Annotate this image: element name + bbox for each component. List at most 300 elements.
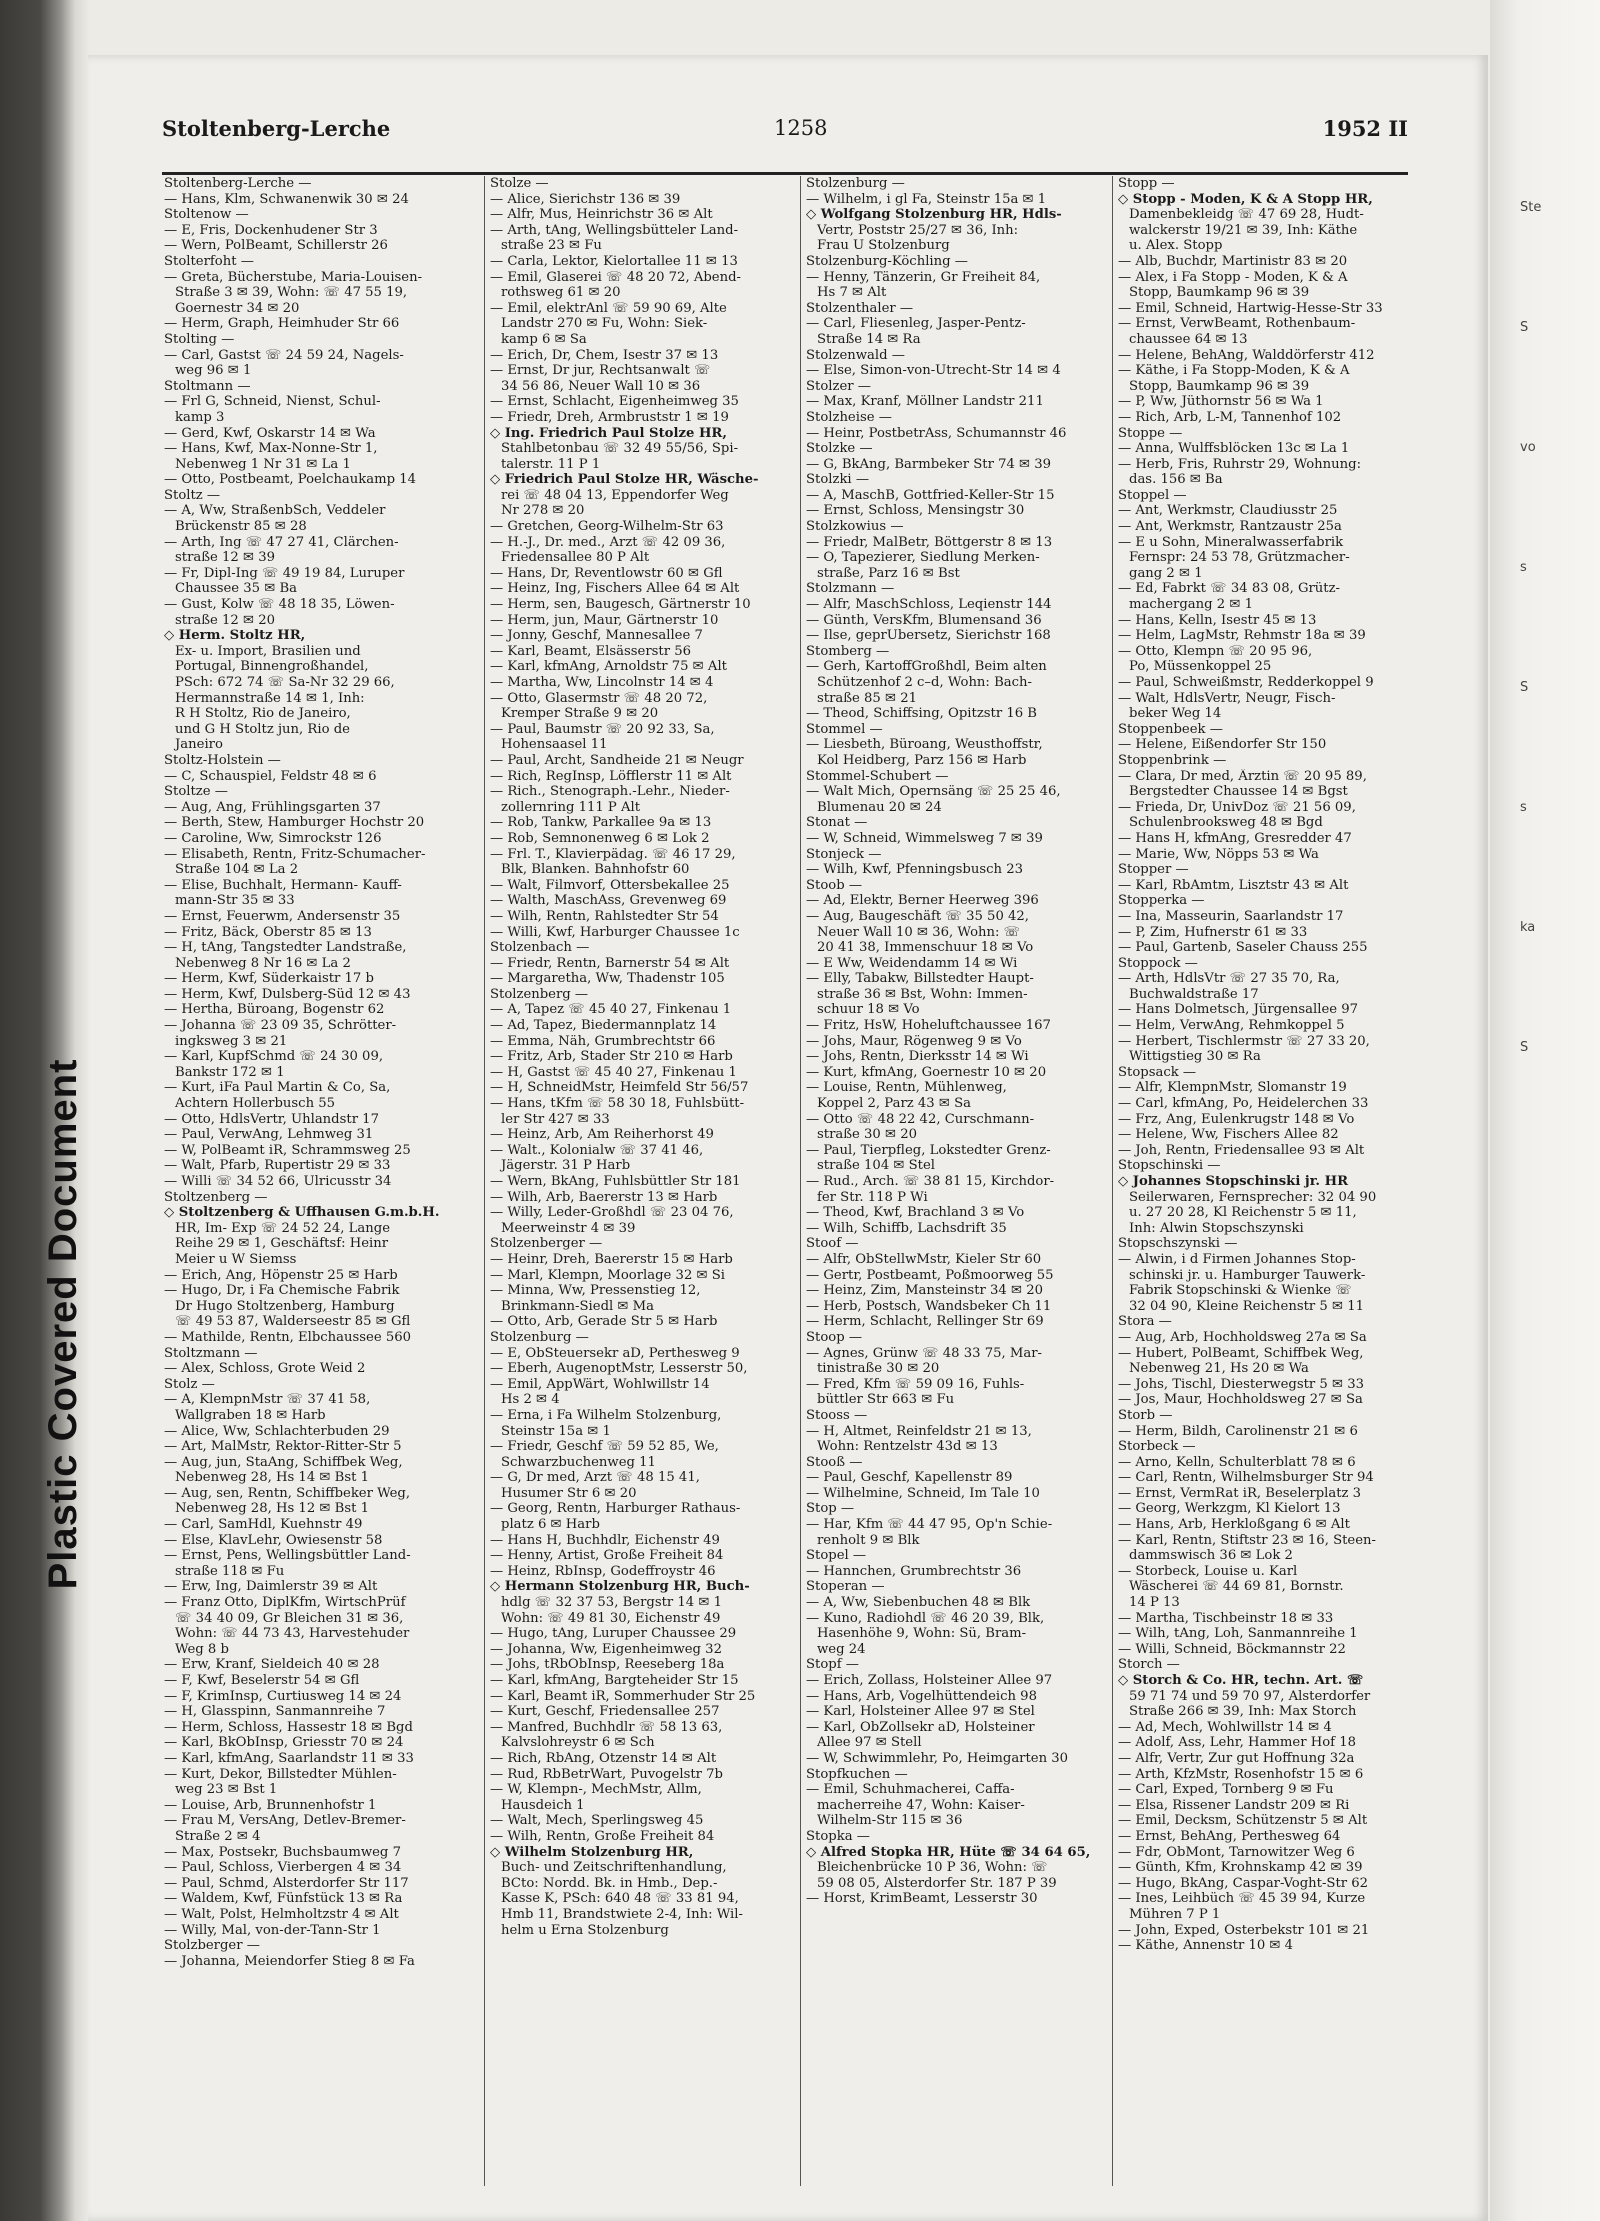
directory-entry-line: Buch- und Zeitschriftenhandlung, xyxy=(501,1860,727,1876)
directory-entry-line: — Louise, Arb, Brunnenhofstr 1 xyxy=(164,1797,377,1813)
directory-entry-line: — Alfr, ObStellwMstr, Kieler Str 60 xyxy=(806,1251,1042,1267)
directory-entry-line: — Herm, Graph, Heimhuder Str 66 xyxy=(164,316,400,332)
directory-entry-line: — Storbeck, Louise u. Karl xyxy=(1118,1563,1298,1579)
directory-entry-line: Chaussee 35 ✉ Ba xyxy=(175,581,298,597)
surname-heading: Stopka — xyxy=(806,1828,870,1844)
directory-entry-line: — Liesbeth, Büroang, Weusthoffstr, xyxy=(806,737,1043,753)
surname-heading: Stoof — xyxy=(806,1236,859,1252)
surname-heading: Stoppel — xyxy=(1118,487,1187,503)
directory-entry-line: — Karl, Holsteiner Allee 97 ✉ Stel xyxy=(806,1704,1035,1720)
header-running-title: Stoltenberg-Lerche xyxy=(162,116,391,141)
directory-entry-line: — Ines, Leihbüch ☏ 45 39 94, Kurze xyxy=(1118,1891,1366,1907)
directory-entry-line: — Berth, Stew, Hamburger Hochstr 20 xyxy=(164,815,425,831)
directory-entry-line: — Hans H, kfmAng, Gresredder 47 xyxy=(1118,830,1352,846)
directory-entry-line: Blumenau 20 ✉ 24 xyxy=(817,799,942,815)
directory-entry-line: — Elly, Tabakw, Billstedter Haupt- xyxy=(806,971,1034,987)
directory-entry-line: Stopp, Baumkamp 96 ✉ 39 xyxy=(1129,378,1310,394)
directory-entry-line: — Otto, HdlsVertr, Uhlandstr 17 xyxy=(164,1111,379,1127)
directory-entry-line: Damenbekleidg ☏ 47 69 28, Hudt- xyxy=(1129,207,1364,223)
directory-entry-line: — Willi, Schneid, Böckmannstr 22 xyxy=(1118,1641,1346,1657)
directory-entry-line: Buchwaldstraße 17 xyxy=(1129,986,1259,1002)
surname-heading: Stolzkowius — xyxy=(806,519,904,535)
edge-fragment: S xyxy=(1520,1040,1529,1055)
directory-entry-line: — Willy, Leder-Großhdl ☏ 23 04 76, xyxy=(490,1205,734,1221)
directory-entry-line: — Heinz, Arb, Am Reiherhorst 49 xyxy=(490,1127,714,1143)
directory-entry-line: — Günth, VersKfm, Blumensand 36 xyxy=(806,612,1042,628)
column-divider xyxy=(800,176,801,2186)
directory-entry-line: — Fdr, ObMont, Tarnowitzer Weg 6 xyxy=(1118,1844,1355,1860)
directory-entry-line: — Paul, Geschf, Kapellenstr 89 xyxy=(806,1470,1013,1486)
directory-entry-line: — Walt, HdlsVertr, Neugr, Fisch- xyxy=(1118,690,1336,706)
surname-heading: Stopf — xyxy=(806,1657,859,1673)
directory-entry-line: — Hans, Kwf, Max-Nonne-Str 1, xyxy=(164,441,378,457)
directory-entry-line: kamp 3 xyxy=(175,409,225,425)
directory-entry-line: helm u Erna Stolzenburg xyxy=(501,1922,669,1938)
directory-entry-line: straße 23 ✉ Fu xyxy=(501,238,602,254)
directory-entry-line: — Hans, Arb, Vogelhüttendeich 98 xyxy=(806,1688,1037,1704)
directory-entry-line: — Walt, Pfarb, Rupertistr 29 ✉ 33 xyxy=(164,1158,391,1174)
directory-entry-line: Wittigstieg 30 ✉ Ra xyxy=(1129,1049,1261,1065)
directory-entry-line: — F, KrimInsp, Curtiusweg 14 ✉ 24 xyxy=(164,1688,402,1704)
directory-entry-line: u. Alex. Stopp xyxy=(1129,238,1223,254)
directory-entry-line: — Frl. T., Klavierpädag. ☏ 46 17 29, xyxy=(490,846,736,862)
directory-entry-line: — Paul, Tierpfleg, Lokstedter Grenz- xyxy=(806,1142,1051,1158)
surname-heading: Stolzenburg — xyxy=(806,176,905,191)
directory-entry-line: — Heinr, Dreh, Baererstr 15 ✉ Harb xyxy=(490,1251,733,1267)
edge-fragment: vo xyxy=(1520,440,1536,455)
surname-heading: Stop — xyxy=(806,1501,855,1517)
directory-entry-line: Wohn: Rentzelstr 43d ✉ 13 xyxy=(817,1439,998,1455)
directory-entry-line: Kremper Straße 9 ✉ 20 xyxy=(501,706,659,722)
directory-entry-line: — Emil, AppWärt, Wohlwillstr 14 xyxy=(490,1376,710,1392)
directory-entry-line: — A, Tapez ☏ 45 40 27, Finkenau 1 xyxy=(490,1002,732,1018)
directory-entry-line: — Hannchen, Grumbrechtstr 36 xyxy=(806,1563,1022,1579)
directory-entry-line: Nr 278 ✉ 20 xyxy=(501,503,585,519)
firm-entry: ◇ Ing. Friedrich Paul Stolze HR, xyxy=(490,425,727,441)
surname-heading: Stolze — xyxy=(490,176,549,191)
directory-entry-line: weg 23 ✉ Bst 1 xyxy=(175,1782,278,1798)
directory-entry-line: — Alfr, KlempnMstr, Slomanstr 19 xyxy=(1118,1080,1347,1096)
directory-entry-line: — Carl, Exped, Tornberg 9 ✉ Fu xyxy=(1118,1782,1334,1798)
directory-entry-line: Janeiro xyxy=(175,737,223,753)
directory-entry-line: Reihe 29 ✉ 1, Geschäftsf: Heinr xyxy=(175,1236,389,1252)
directory-entry-line: — Fritz, Arb, Stader Str 210 ✉ Harb xyxy=(490,1049,733,1065)
surname-heading: Stopp — xyxy=(1118,176,1175,191)
directory-entry-line: Meerweinstr 4 ✉ 39 xyxy=(501,1220,636,1236)
directory-entry-line: — Heinz, Ing, Fischers Allee 64 ✉ Alt xyxy=(490,581,740,597)
directory-entry-line: — F, Kwf, Beselerstr 54 ✉ Gfl xyxy=(164,1673,360,1688)
directory-entry-line: — Heinr, PostbetrAss, Schumannstr 46 xyxy=(806,425,1067,441)
directory-entry-line: — E Ww, Weidendamm 14 ✉ Wi xyxy=(806,955,1018,971)
directory-entry-line: — Heinz, RbInsp, Godeffroystr 46 xyxy=(490,1563,716,1579)
directory-entry-line: — Hans H, Buchhdlr, Eichenstr 49 xyxy=(490,1532,720,1548)
directory-entry-line: — Rob, Tankw, Parkallee 9a ✉ 13 xyxy=(490,815,712,831)
directory-entry-line: — Ernst, VerwBeamt, Rothenbaum- xyxy=(1118,316,1356,332)
directory-entry-line: — Joh, Rentn, Friedensallee 93 ✉ Alt xyxy=(1118,1142,1365,1158)
directory-entry-line: — Alice, Ww, Schlachterbuden 29 xyxy=(164,1423,390,1439)
directory-entry-line: — Ad, Elektr, Berner Heerweg 396 xyxy=(806,893,1039,909)
directory-entry-line: Hasenhöhe 9, Wohn: Sü, Bram- xyxy=(817,1626,1027,1642)
directory-entry-line: Achtern Hollerbusch 55 xyxy=(175,1096,336,1112)
directory-entry-line: — Alex, Schloss, Grote Weid 2 xyxy=(164,1361,366,1377)
firm-entry: ◇ Wilhelm Stolzenburg HR, xyxy=(490,1844,694,1860)
directory-entry-line: 59 71 74 und 59 70 97, Alsterdorfer xyxy=(1129,1688,1371,1704)
directory-entry-line: Schützenhof 2 c–d, Wohn: Bach- xyxy=(817,675,1032,690)
directory-entry-line: — Carl, Gastst ☏ 24 59 24, Nagels- xyxy=(164,347,404,363)
directory-entry-line: Jägerstr. 31 P Harb xyxy=(501,1158,631,1174)
directory-entry-line: — Else, Simon-von-Utrecht-Str 14 ✉ 4 xyxy=(806,363,1061,379)
directory-entry-line: — Hans Dolmetsch, Jürgensallee 97 xyxy=(1118,1002,1359,1018)
directory-entry-line: — Hubert, PolBeamt, Schiffbek Weg, xyxy=(1118,1345,1364,1361)
directory-entry-line: Stahlbetonbau ☏ 32 49 55/56, Spi- xyxy=(501,441,739,457)
surname-heading: Stopperka — xyxy=(1118,893,1205,909)
directory-entry-line: — Erw, Kranf, Sieldeich 40 ✉ 28 xyxy=(164,1657,380,1673)
surname-heading: Stopschinski — xyxy=(1118,1158,1221,1174)
directory-entry-line: weg 96 ✉ 1 xyxy=(175,363,252,379)
directory-entry-line: — Ernst, Dr jur, Rechtsanwalt ☏ xyxy=(490,363,711,379)
directory-entry-line: und G H Stoltz jun, Rio de xyxy=(175,721,350,737)
directory-entry-line: — Otto ☏ 48 22 42, Curschmann- xyxy=(806,1111,1035,1127)
directory-entry-line: — Hans, Kelln, Isestr 45 ✉ 13 xyxy=(1118,612,1317,628)
directory-entry-line: — Jos, Maur, Hochholdsweg 27 ✉ Sa xyxy=(1118,1392,1363,1408)
directory-entry-line: Hmb 11, Brandstwiete 2-4, Inh: Wil- xyxy=(501,1906,743,1922)
directory-entry-line: — Marl, Klempn, Moorlage 32 ✉ Si xyxy=(490,1267,726,1283)
directory-entry-line: — Käthe, Annenstr 10 ✉ 4 xyxy=(1118,1938,1294,1954)
directory-entry-line: straße, Parz 16 ✉ Bst xyxy=(817,565,960,581)
directory-entry-line: Dr Hugo Stoltzenberg, Hamburg xyxy=(175,1298,395,1314)
directory-entry-line: — Kurt, Geschf, Friedensallee 257 xyxy=(490,1704,720,1720)
surname-heading: Stooss — xyxy=(806,1407,868,1423)
directory-entry-line: — Wern, PolBeamt, Schillerstr 26 xyxy=(164,238,388,254)
surname-heading: Stopper — xyxy=(1118,862,1189,878)
directory-entry-line: — Waldem, Kwf, Fünfstück 13 ✉ Ra xyxy=(164,1891,403,1907)
firm-entry: ◇ Hermann Stolzenburg HR, Buch- xyxy=(490,1579,750,1595)
directory-entry-line: — Emil, Glaserei ☏ 48 20 72, Abend- xyxy=(490,269,741,285)
directory-entry-line: Straße 3 ✉ 39, Wohn: ☏ 47 55 19, xyxy=(175,285,408,301)
directory-entry-line: — Paul, VerwAng, Lehmweg 31 xyxy=(164,1127,374,1143)
directory-entry-line: — Karl, KupfSchmd ☏ 24 30 09, xyxy=(164,1049,384,1065)
directory-entry-line: — Gerd, Kwf, Oskarstr 14 ✉ Wa xyxy=(164,425,376,441)
directory-entry-line: — Emil, Decksm, Schützenstr 5 ✉ Alt xyxy=(1118,1813,1368,1829)
directory-entry-line: — W, Schwimmlehr, Po, Heimgarten 30 xyxy=(806,1750,1069,1766)
directory-entry-line: — Johanna ☏ 23 09 35, Schrötter- xyxy=(164,1018,397,1034)
directory-entry-line: — E, Fris, Dockenhudener Str 3 xyxy=(164,222,378,238)
directory-entry-line: — Aug, sen, Rentn, Schiffbeker Weg, xyxy=(164,1485,411,1501)
directory-entry-line: — Else, KlavLehr, Owiesenstr 58 xyxy=(164,1532,383,1548)
surname-heading: Stoltenberg-Lerche — xyxy=(164,176,312,191)
directory-entry-line: — Anna, Wulffsblöcken 13c ✉ La 1 xyxy=(1118,441,1350,457)
directory-entry-line: — Gerh, KartoffGroßhdl, Beim alten xyxy=(806,659,1047,675)
next-page-edge xyxy=(1490,0,1600,2221)
directory-entry-line: — Wilh, Kwf, Pfenningsbusch 23 xyxy=(806,862,1023,878)
directory-entry-line: — Kurt, Dekor, Billstedter Mühlen- xyxy=(164,1766,397,1782)
directory-entry-line: zollernring 111 P Alt xyxy=(501,799,641,815)
surname-heading: Stonjeck — xyxy=(806,846,882,862)
directory-entry-line: u. 27 20 28, Kl Reichenstr 5 ✉ 11, xyxy=(1129,1205,1357,1221)
directory-entry-line: — Wern, BkAng, Fuhlsbüttler Str 181 xyxy=(490,1174,741,1189)
directory-entry-line: Hohensaasel 11 xyxy=(501,737,608,753)
directory-entry-line: weg 24 xyxy=(817,1641,866,1657)
directory-entry-line: Bankstr 172 ✉ 1 xyxy=(175,1064,285,1080)
directory-entry-line: — Elise, Buchhalt, Hermann- Kauff- xyxy=(164,877,402,893)
column-divider xyxy=(484,176,485,2186)
directory-entry-line: — Wilhelmine, Schneid, Im Tale 10 xyxy=(806,1485,1040,1501)
directory-entry-line: machergang 2 ✉ 1 xyxy=(1129,597,1253,613)
page-header xyxy=(162,116,1408,146)
column-1 xyxy=(164,176,476,2186)
directory-entry-line: — Hugo, tAng, Luruper Chaussee 29 xyxy=(490,1626,737,1642)
directory-entry-line: Mühren 7 P 1 xyxy=(1129,1906,1221,1922)
surname-heading: Storch — xyxy=(1118,1657,1180,1673)
directory-entry-line: — Erich, Ang, Höpenstr 25 ✉ Harb xyxy=(164,1267,398,1283)
directory-entry-line: — Hertha, Büroang, Bogenstr 62 xyxy=(164,1002,385,1018)
directory-entry-line: — Paul, Schloss, Vierbergen 4 ✉ 34 xyxy=(164,1860,402,1876)
directory-entry-line: — Otto, Klempn ☏ 20 95 96, xyxy=(1118,643,1313,659)
directory-entry-line: das. 156 ✉ Ba xyxy=(1129,472,1223,488)
directory-entry-line: Ex- u. Import, Brasilien und xyxy=(175,643,361,659)
directory-entry-line: — Theod, Kwf, Brachland 3 ✉ Vo xyxy=(806,1205,1025,1221)
directory-entry-line: kamp 6 ✉ Sa xyxy=(501,331,587,347)
surname-heading: Stommel — xyxy=(806,721,883,737)
directory-entry-line: — Alfr, Vertr, Zur gut Hoffnung 32a xyxy=(1118,1750,1355,1766)
surname-heading: Stolzenberger — xyxy=(490,1236,603,1252)
directory-entry-line: — Emil, elektrAnl ☏ 59 90 69, Alte xyxy=(490,300,727,316)
surname-heading: Stoltz — xyxy=(164,487,221,503)
directory-entry-line: — Walt., Kolonialw ☏ 37 41 46, xyxy=(490,1142,704,1158)
directory-entry-line: Wilhelm-Str 115 ✉ 36 xyxy=(817,1813,963,1829)
directory-entry-line: — Ant, Werkmstr, Rantzaustr 25a xyxy=(1118,519,1342,535)
directory-entry-line: — Herm, Kwf, Süderkaistr 17 b xyxy=(164,971,374,987)
directory-entry-line: — Ernst, BehAng, Perthesweg 64 xyxy=(1118,1828,1341,1844)
surname-heading: Stoop — xyxy=(806,1329,863,1345)
column-4 xyxy=(1118,176,1410,2186)
directory-entry-line: büttler Str 663 ✉ Fu xyxy=(817,1392,955,1408)
directory-entry-line: — Friedr, MalBetr, Böttgerstr 8 ✉ 13 xyxy=(806,534,1053,550)
directory-entry-line: — E, ObSteuersekr aD, Perthesweg 9 xyxy=(490,1345,740,1361)
directory-entry-line: — Wilh, tAng, Loh, Sanmannreihe 1 xyxy=(1118,1626,1358,1642)
header-year-volume: 1952 II xyxy=(1322,116,1408,141)
directory-entry-line: — H, tAng, Tangstedter Landstraße, xyxy=(164,940,407,956)
firm-entry: ◇ Johannes Stopschinski jr. HR xyxy=(1118,1174,1349,1189)
directory-entry-line: — Friedr, Rentn, Barnerstr 54 ✉ Alt xyxy=(490,955,730,971)
directory-entry-line: — Wilh, Arb, Baererstr 13 ✉ Harb xyxy=(490,1189,718,1205)
directory-entry-line: — Ilse, geprÜbersetz, Sierichstr 168 xyxy=(806,628,1051,644)
directory-entry-line: — Carl, Rentn, Wilhelmsburger Str 94 xyxy=(1118,1470,1374,1486)
directory-entry-line: 32 04 90, Kleine Reichenstr 5 ✉ 11 xyxy=(1129,1298,1364,1314)
directory-entry-line: — Mathilde, Rentn, Elbchaussee 560 xyxy=(164,1329,412,1345)
directory-entry-line: Nebenweg 1 Nr 31 ✉ La 1 xyxy=(175,456,351,472)
directory-entry-line: — Ernst, Schlacht, Eigenheimweg 35 xyxy=(490,394,739,410)
directory-entry-line: ingksweg 3 ✉ 21 xyxy=(175,1033,288,1049)
directory-entry-line: — Willy, Mal, von-der-Tann-Str 1 xyxy=(164,1922,381,1938)
directory-entry-line: — Alb, Buchdr, Martinistr 83 ✉ 20 xyxy=(1118,253,1348,269)
directory-entry-line: — G, Dr med, Arzt ☏ 48 15 41, xyxy=(490,1470,700,1486)
directory-entry-line: — Karl, Beamt iR, Sommerhuder Str 25 xyxy=(490,1688,756,1704)
directory-entry-line: — Friedr, Dreh, Armbruststr 1 ✉ 19 xyxy=(490,409,729,425)
directory-entry-line: straße 12 ✉ 20 xyxy=(175,612,276,628)
directory-entry-line: — Karl, kfmAng, Saarlandstr 11 ✉ 33 xyxy=(164,1750,414,1766)
directory-entry-line: ☏ 49 53 87, Walderseestr 85 ✉ Gfl xyxy=(175,1314,411,1330)
directory-entry-line: — Friedr, Geschf ☏ 59 52 85, We, xyxy=(490,1439,719,1455)
directory-entry-line: — Henny, Tänzerin, Gr Freiheit 84, xyxy=(806,269,1041,285)
surname-heading: Stolting — xyxy=(164,331,235,347)
directory-entry-line: — Herm, Kwf, Dulsberg-Süd 12 ✉ 43 xyxy=(164,986,411,1002)
directory-entry-line: — Kuno, Radiohdl ☏ 46 20 39, Blk, xyxy=(806,1610,1045,1626)
directory-entry-line: fer Str. 118 P Wi xyxy=(817,1189,928,1205)
directory-entry-line: — Erna, i Fa Wilhelm Stolzenburg, xyxy=(490,1407,722,1423)
directory-entry-line: — Herm, jun, Maur, Gärtnerstr 10 xyxy=(490,612,719,628)
directory-entry-line: — Wilh, Schiffb, Lachsdrift 35 xyxy=(806,1220,1007,1236)
directory-entry-line: beker Weg 14 xyxy=(1129,706,1222,722)
directory-entry-line: Fabrik Stopschinski & Wienke ☏ xyxy=(1129,1283,1352,1299)
directory-entry-line: — Hans, Klm, Schwanenwik 30 ✉ 24 xyxy=(164,191,409,207)
directory-entry-line: — Ernst, Schloss, Mensingstr 30 xyxy=(806,503,1025,519)
edge-fragment: s xyxy=(1520,560,1527,575)
column-divider xyxy=(1112,176,1113,2186)
directory-entry-line: — Johanna, Meiendorfer Stieg 8 ✉ Fa xyxy=(164,1953,415,1969)
directory-entry-line: — Franz Otto, DiplKfm, WirtschPrüf xyxy=(164,1595,406,1611)
surname-heading: Stolzberger — xyxy=(164,1938,260,1954)
directory-entry-line: — Herm, sen, Baugesch, Gärtnerstr 10 xyxy=(490,597,751,613)
directory-entry-line: — Walt, Polst, Helmholtzstr 4 ✉ Alt xyxy=(164,1906,399,1922)
directory-entry-line: — Heinz, Zim, Mansteinstr 34 ✉ 20 xyxy=(806,1283,1043,1299)
directory-entry-line: — Carl, kfmAng, Po, Heidelerchen 33 xyxy=(1118,1096,1369,1112)
directory-entry-line: — A, MaschB, Gottfried-Keller-Str 15 xyxy=(806,487,1055,503)
directory-entry-line: tinistraße 30 ✉ 20 xyxy=(817,1361,940,1377)
surname-heading: Stolzenburg — xyxy=(490,1329,589,1345)
firm-entry: ◇ Wolfgang Stolzenburg HR, Hdls- xyxy=(806,207,1062,223)
directory-entry-line: Steinstr 15a ✉ 1 xyxy=(501,1423,611,1439)
directory-entry-line: R H Stoltz, Rio de Janeiro, xyxy=(175,706,351,722)
directory-entry-line: — Johs, Maur, Rögenweg 9 ✉ Vo xyxy=(806,1033,1022,1049)
directory-entry-line: — Helene, Eißendorfer Str 150 xyxy=(1118,737,1327,753)
surname-heading: Stoltmann — xyxy=(164,378,251,394)
directory-entry-line: Straße 104 ✉ La 2 xyxy=(175,862,299,878)
directory-entry-line: — Emil, Schuhmacherei, Caffa- xyxy=(806,1782,1015,1798)
directory-entry-line: — Elisabeth, Rentn, Fritz-Schumacher- xyxy=(164,846,426,862)
surname-heading: Storbeck — xyxy=(1118,1439,1196,1455)
directory-entry-line: — Günth, Kfm, Krohnskamp 42 ✉ 39 xyxy=(1118,1860,1363,1876)
column-3 xyxy=(806,176,1106,2186)
directory-entry-line: — Karl, Beamt, Elsässerstr 56 xyxy=(490,643,692,659)
directory-entry-line: — Elsa, Rissener Landstr 209 ✉ Ri xyxy=(1118,1797,1350,1813)
directory-entry-line: Kalvslohreystr 6 ✉ Sch xyxy=(501,1735,655,1751)
directory-entry-line: — Alwin, i d Firmen Johannes Stop- xyxy=(1118,1251,1356,1267)
directory-entry-line: Vertr, Poststr 25/27 ✉ 36, Inh: xyxy=(817,222,1019,238)
directory-entry-line: — Willi, Kwf, Harburger Chaussee 1c xyxy=(490,924,740,940)
directory-entry-line: — Greta, Bücherstube, Maria-Louisen- xyxy=(164,269,423,285)
directory-entry-line: Wäscherei ☏ 44 69 81, Bornstr. xyxy=(1129,1579,1344,1595)
column-2 xyxy=(490,176,794,2186)
directory-entry-line: — Art, MalMstr, Rektor-Ritter-Str 5 xyxy=(164,1439,402,1455)
directory-entry-line: — Fritz, HsW, Hoheluftchaussee 167 xyxy=(806,1018,1051,1034)
directory-entry-line: — Gertr, Postbeamt, Poßmoorweg 55 xyxy=(806,1267,1054,1283)
directory-entry-line: — Eberh, AugenoptMstr, Lesserstr 50, xyxy=(490,1361,748,1377)
directory-entry-line: Schwarzbuchenweg 11 xyxy=(501,1454,656,1470)
directory-entry-line: Po, Müssenkoppel 25 xyxy=(1129,659,1272,675)
directory-entry-line: Wallgraben 18 ✉ Harb xyxy=(175,1407,326,1423)
directory-entry-line: rei ☏ 48 04 13, Eppendorfer Weg xyxy=(501,487,729,503)
directory-entry-line: — Ernst, Feuerwm, Andersenstr 35 xyxy=(164,908,401,924)
surname-heading: Stolzenthaler — xyxy=(806,300,914,316)
directory-entry-line: BCto: Nordd. Bk. in Hmb., Dep.- xyxy=(501,1875,718,1891)
directory-entry-line: — Ina, Masseurin, Saarlandstr 17 xyxy=(1118,908,1344,924)
directory-entry-line: — Henny, Artist, Große Freiheit 84 xyxy=(490,1548,724,1564)
directory-entry-line: — Emil, Schneid, Hartwig-Hesse-Str 33 xyxy=(1118,300,1383,316)
edge-fragment: ka xyxy=(1520,920,1536,935)
directory-entry-line: — Rich, Arb, L-M, Tannenhof 102 xyxy=(1118,409,1342,425)
directory-entry-line: — Aug, Ang, Frühlingsgarten 37 xyxy=(164,799,381,815)
directory-entry-line: — Rich, RbAng, Otzenstr 14 ✉ Alt xyxy=(490,1750,717,1766)
directory-entry-line: — Kurt, iFa Paul Martin & Co, Sa, xyxy=(164,1080,391,1096)
directory-entry-line: — Max, Postsekr, Buchsbaumweg 7 xyxy=(164,1844,401,1860)
directory-entry-line: walckerstr 19/21 ✉ 39, Inh: Käthe xyxy=(1129,222,1358,238)
surname-heading: Stolterfoht — xyxy=(164,253,254,269)
directory-entry-line: — Johs, tRbObInsp, Reeseberg 18a xyxy=(490,1657,725,1673)
directory-entry-line: — Karl, BkObInsp, Griesstr 70 ✉ 24 xyxy=(164,1735,404,1751)
directory-entry-line: — Ernst, VermRat iR, Beselerplatz 3 xyxy=(1118,1485,1362,1501)
directory-entry-line: straße 30 ✉ 20 xyxy=(817,1127,918,1143)
directory-entry-line: Hausdeich 1 xyxy=(501,1797,585,1813)
directory-entry-line: hdlg ☏ 32 37 53, Bergstr 14 ✉ 1 xyxy=(501,1595,722,1611)
directory-entry-line: straße 104 ✉ Stel xyxy=(817,1158,935,1174)
surname-heading: Stoltzmann — xyxy=(164,1345,258,1361)
directory-entry-line: — Paul, Schmd, Alsterdorfer Str 117 xyxy=(164,1875,409,1891)
firm-entry: ◇ Storch & Co. HR, techn. Art. ☏ xyxy=(1118,1673,1364,1688)
directory-entry-line: Weg 8 b xyxy=(175,1641,229,1657)
directory-entry-line: — Hans, tKfm ☏ 58 30 18, Fuhlsbütt- xyxy=(490,1096,745,1112)
directory-entry-line: Inh: Alwin Stopschszynski xyxy=(1129,1220,1304,1236)
edge-fragment: S xyxy=(1520,680,1529,695)
directory-entry-line: Nebenweg 28, Hs 14 ✉ Bst 1 xyxy=(175,1470,369,1486)
directory-entry-line: — John, Exped, Osterbekstr 101 ✉ 21 xyxy=(1118,1922,1370,1938)
directory-entry-line: dammswisch 36 ✉ Lok 2 xyxy=(1129,1548,1293,1564)
directory-entry-line: Nebenweg 28, Hs 12 ✉ Bst 1 xyxy=(175,1501,369,1517)
directory-entry-line: — Hans, Arb, Herkloßgang 6 ✉ Alt xyxy=(1118,1517,1350,1533)
surname-heading: Stoltz-Holstein — xyxy=(164,752,281,768)
surname-heading: Stolzmann — xyxy=(806,581,895,597)
directory-entry-line: — Herbert, Tischlermstr ☏ 27 33 20, xyxy=(1118,1033,1370,1049)
directory-entry-line: — Carl, Fliesenleg, Jasper-Pentz- xyxy=(806,316,1026,332)
surname-heading: Stoppenbrink — xyxy=(1118,752,1227,768)
surname-heading: Stora — xyxy=(1118,1314,1172,1330)
surname-heading: Stolzheise — xyxy=(806,409,892,425)
directory-entry-line: Kol Heidberg, Parz 156 ✉ Harb xyxy=(817,752,1027,768)
firm-entry: ◇ Herm. Stoltz HR, xyxy=(164,628,306,644)
directory-entry-line: — Ad, Tapez, Biedermannplatz 14 xyxy=(490,1018,717,1034)
directory-entry-line: 34 56 86, Neuer Wall 10 ✉ 36 xyxy=(501,378,701,394)
surname-heading: Stoltenow — xyxy=(164,207,249,223)
directory-entry-line: Hs 7 ✉ Alt xyxy=(817,285,887,301)
directory-entry-line: — Arth, tAng, Wellingsbütteler Land- xyxy=(490,222,739,238)
directory-entry-line: 14 P 13 xyxy=(1129,1595,1180,1611)
directory-entry-line: — Aug, Baugeschäft ☏ 35 50 42, xyxy=(806,908,1029,924)
directory-entry-line: — Caroline, Ww, Simrockstr 126 xyxy=(164,830,382,846)
directory-entry-line: 59 08 05, Alsterdorfer Str. 187 P 39 xyxy=(817,1875,1057,1891)
directory-entry-line: — Kurt, kfmAng, Goernestr 10 ✉ 20 xyxy=(806,1064,1047,1080)
directory-entry-line: — O, Tapezierer, Siedlung Merken- xyxy=(806,550,1040,566)
directory-entry-line: Hermannstraße 14 ✉ 1, Inh: xyxy=(175,690,365,706)
directory-entry-line: Schulenbrooksweg 48 ✉ Bgd xyxy=(1129,815,1323,831)
surname-heading: Stoob — xyxy=(806,877,863,893)
directory-entry-line: — Karl, Rentn, Stiftstr 23 ✉ 16, Steen- xyxy=(1118,1532,1376,1548)
directory-entry-line: Landstr 270 ✉ Fu, Wohn: Siek- xyxy=(501,316,708,332)
directory-entry-line: Bergstedter Chaussee 14 ✉ Bgst xyxy=(1129,784,1348,800)
directory-entry-line: — A, KlempnMstr ☏ 37 41 58, xyxy=(164,1392,371,1408)
directory-entry-line: Straße 2 ✉ 4 xyxy=(175,1828,261,1844)
surname-heading: Storb — xyxy=(1118,1407,1173,1423)
directory-entry-line: Stopp, Baumkamp 96 ✉ 39 xyxy=(1129,285,1310,301)
